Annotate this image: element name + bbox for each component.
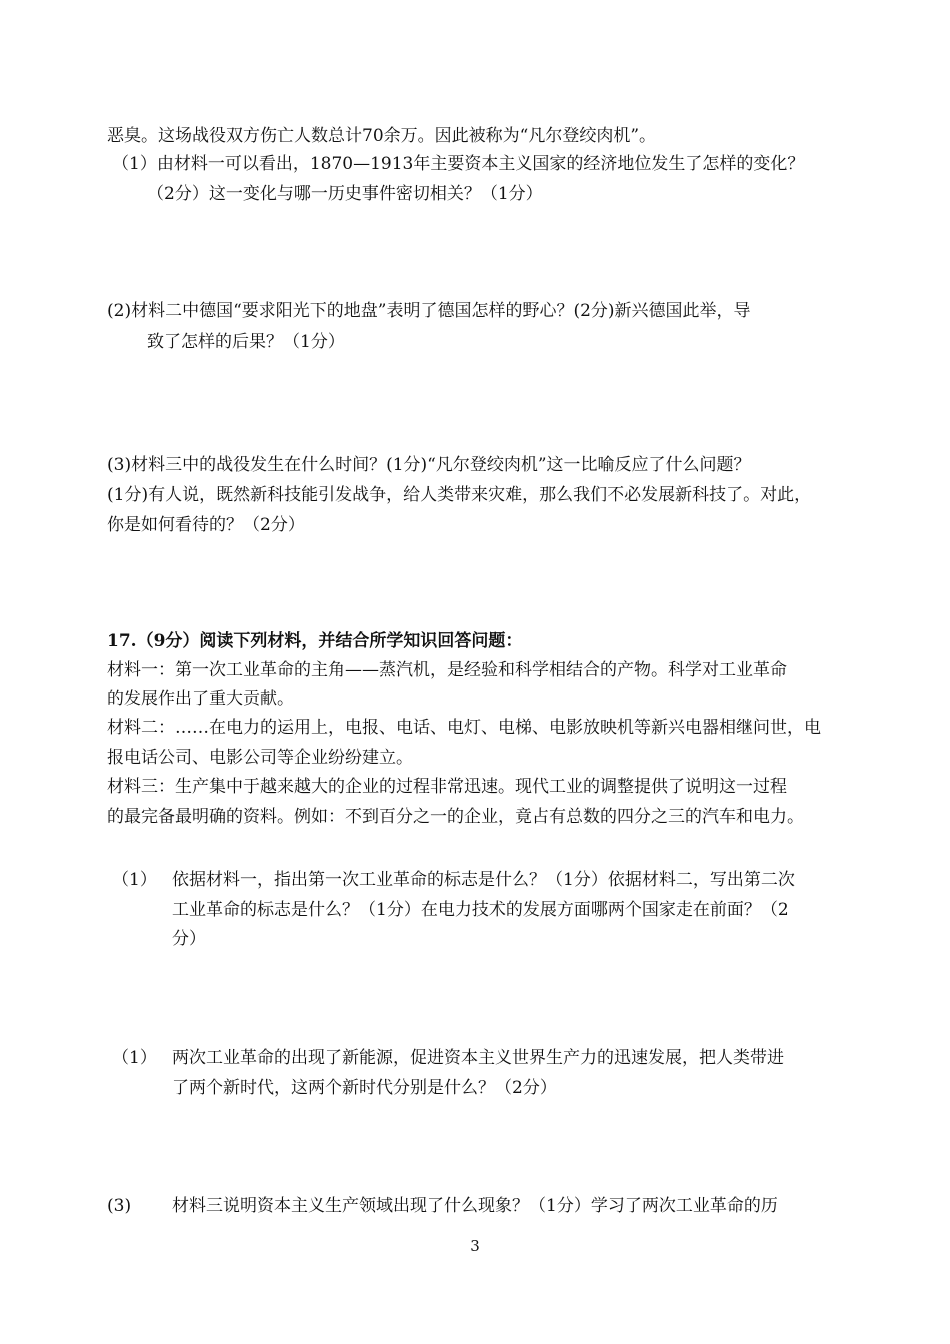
sub-question-2-text-cont: 了两个新时代，这两个新时代分别是什么？（2分） [172,1078,557,1098]
text-line: 恶臭。这场战役双方伤亡人数总计70余万。因此被称为“凡尔登绞肉机”。 [107,126,657,146]
sub-question-1-text: 依据材料一，指出第一次工业革命的标志是什么？（1分）依据材料二，写出第二次 [172,870,795,890]
sub-question-2-number: （1） [112,1048,157,1068]
material-1-text: 材料一：第一次工业革命的主角——蒸汽机，是经验和科学相结合的产物。科学对工业革命 [107,660,787,680]
page-number: 3 [470,1237,480,1255]
sub-question-3-number: (3) [107,1196,132,1216]
question-3-text-cont: (1分)有人说，既然新科技能引发战争，给人类带来灾难，那么我们不必发展新科技了。对此， [107,485,812,505]
sub-question-1-text-cont: 工业革命的标志是什么？（1分）在电力技术的发展方面哪两个国家走在前面？（2 [172,900,789,920]
sub-question-3-text: 材料三说明资本主义生产领域出现了什么现象？（1分）学习了两次工业革命的历 [172,1196,778,1216]
material-3-text-cont: 的最完备最明确的资料。例如：不到百分之一的企业，竟占有总数的四分之三的汽车和电力。 [107,807,804,827]
sub-question-1-number: （1） [112,870,157,890]
sub-question-2-text: 两次工业革命的出现了新能源，促进资本主义世界生产力的迅速发展，把人类带进 [172,1048,784,1068]
sub-question-1-text-cont2: 分） [172,929,206,949]
material-2-text-cont: 报电话公司、电影公司等企业纷纷建立。 [107,748,413,768]
question-2-text: (2)材料二中德国“要求阳光下的地盘”表明了德国怎样的野心？(2分)新兴德国此举，导 [107,301,751,321]
material-2-text: 材料二：……在电力的运用上，电报、电话、电灯、电梯、电影放映机等新兴电器相继问世，电 [107,718,821,738]
question-3-text: (3)材料三中的战役发生在什么时间？(1分)“凡尔登绞肉机”这一比喻反应了什么问题？ [107,455,751,475]
question-1-text-cont: （2分）这一变化与哪一历史事件密切相关？（1分） [147,184,543,204]
material-1-text-cont: 的发展作出了重大贡献。 [107,689,294,709]
question-2-text-cont: 致了怎样的后果？（1分） [147,332,345,352]
material-3-text: 材料三：生产集中于越来越大的企业的过程非常迅速。现代工业的调整提供了说明这一过程 [107,777,787,797]
question-3-text-cont2: 你是如何看待的？（2分） [107,515,305,535]
question-17-heading: 17.（9分）阅读下列材料，并结合所学知识回答问题： [107,631,523,651]
question-1-text: （1）由材料一可以看出，1870—1913年主要资本主义国家的经济地位发生了怎样的变化？ [112,154,805,174]
